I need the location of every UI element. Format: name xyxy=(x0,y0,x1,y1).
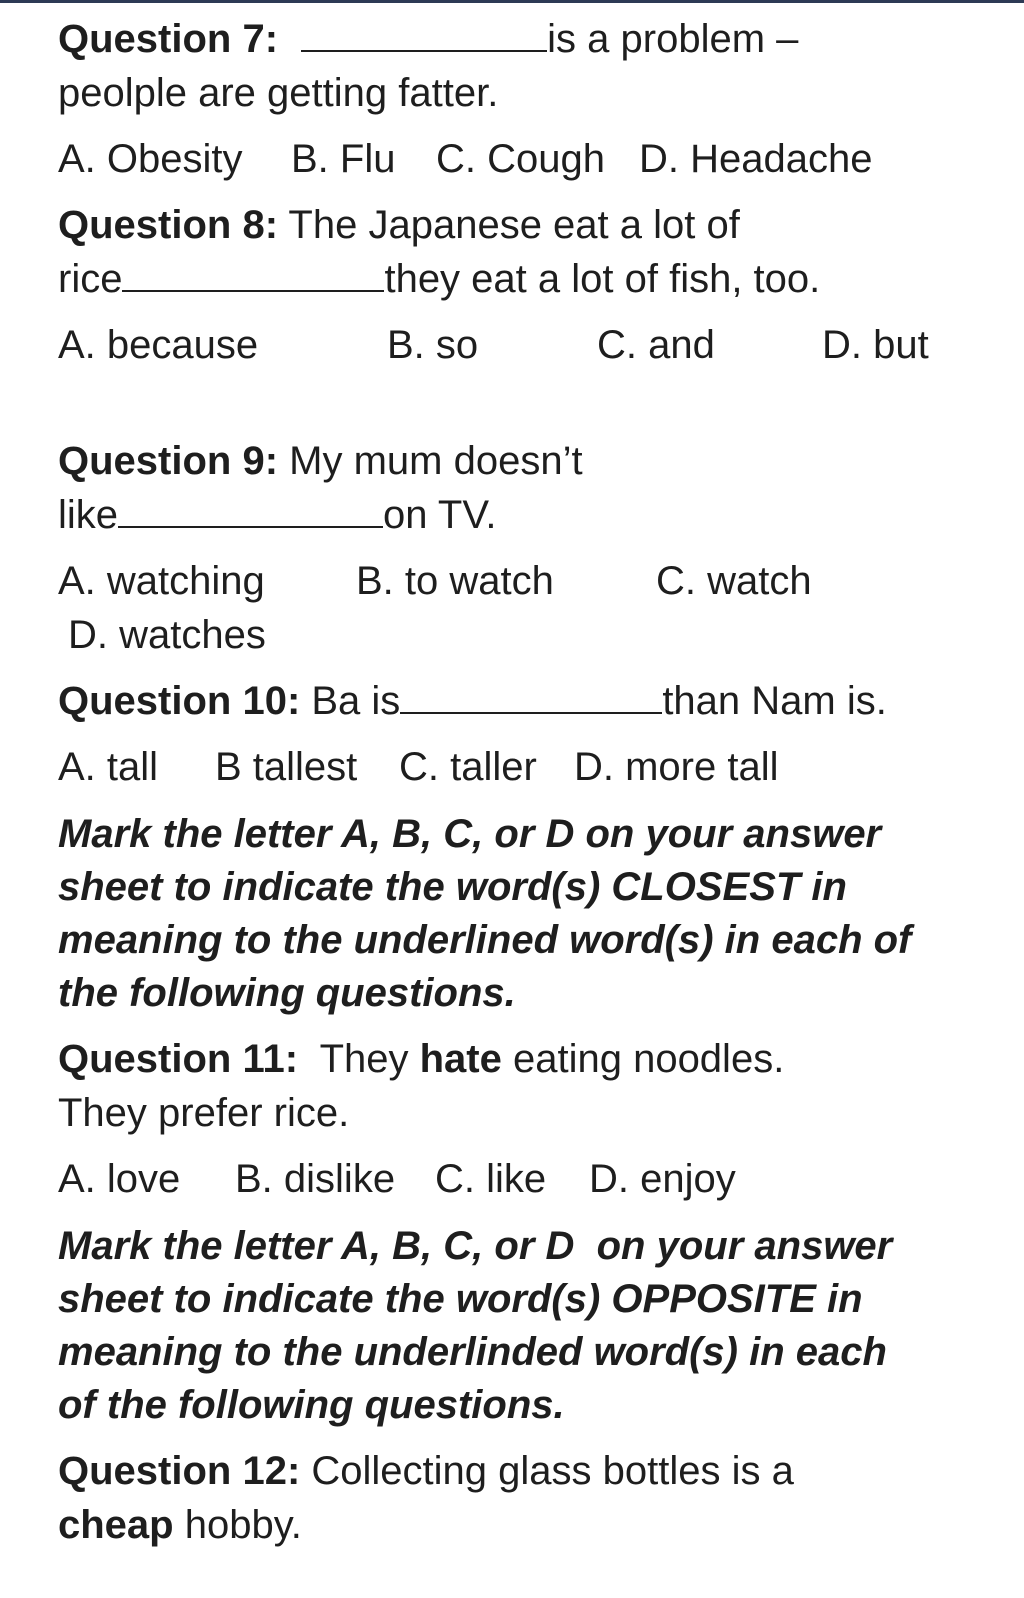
question-10-text-before-blank: Ba is xyxy=(300,679,401,723)
question-7-blank xyxy=(301,12,547,52)
question-8-text-after-blank: they eat a lot of fish, too. xyxy=(384,257,821,301)
instruction-closest-line-2: sheet to indicate the word(s) CLOSEST in xyxy=(58,865,847,909)
instruction-opposite-line-3: meaning to the underlinded word(s) in each xyxy=(58,1330,887,1374)
question-9-text-before-blank: like xyxy=(58,493,119,537)
question-10-blank xyxy=(400,674,662,714)
question-11-line-1 xyxy=(58,1032,988,1086)
question-10-label: Question 10: xyxy=(58,679,301,723)
option-a[interactable]: A. watching xyxy=(58,559,265,603)
top-border xyxy=(0,0,1024,3)
question-12-label: Question 12: xyxy=(58,1449,301,1493)
option-d[interactable]: D. enjoy xyxy=(589,1157,736,1201)
option-b[interactable]: B. so xyxy=(387,323,479,367)
question-12-line-1 xyxy=(58,1444,988,1498)
option-b[interactable]: B. dislike xyxy=(235,1157,396,1201)
question-12-keyword: cheap xyxy=(58,1503,174,1547)
option-b[interactable]: B. to watch xyxy=(356,559,554,603)
question-7-line-1 xyxy=(58,12,988,66)
instruction-opposite-line-2: sheet to indicate the word(s) OPPOSITE in xyxy=(58,1277,863,1321)
question-8-text-before-blank: rice xyxy=(58,257,123,301)
option-b[interactable]: B. Flu xyxy=(291,137,396,181)
instruction-opposite xyxy=(58,1220,988,1432)
question-8 xyxy=(58,198,988,372)
question-9-option-d-row xyxy=(58,608,988,662)
option-c[interactable]: C. like xyxy=(435,1157,547,1201)
question-8-options xyxy=(58,318,988,372)
question-12-text-after: hobby. xyxy=(173,1503,302,1547)
option-a[interactable]: A. because xyxy=(58,323,259,367)
question-9-line-2 xyxy=(58,488,988,542)
question-10-text-after-blank: than Nam is. xyxy=(662,679,887,723)
option-c[interactable]: C. and xyxy=(597,323,715,367)
question-11-text-before: They xyxy=(298,1037,420,1081)
option-d[interactable]: D. more tall xyxy=(574,745,779,789)
instruction-opposite-line-4: of the following questions. xyxy=(58,1383,565,1427)
question-7-options xyxy=(58,132,988,186)
question-12 xyxy=(58,1444,988,1552)
option-c[interactable]: C. Cough xyxy=(436,137,605,181)
question-10-line-1 xyxy=(58,674,988,728)
question-9-options xyxy=(58,554,988,608)
instruction-opposite-line-1: Mark the letter A, B, C, or D on your answer xyxy=(58,1224,893,1268)
question-8-text: The Japanese eat a lot of xyxy=(278,203,740,247)
question-11-line-2: They prefer rice. xyxy=(58,1091,350,1135)
question-8-line-2 xyxy=(58,252,988,306)
instruction-closest xyxy=(58,808,988,1020)
question-7-label: Question 7: xyxy=(58,17,279,61)
question-9-label: Question 9: xyxy=(58,439,279,483)
question-7-line-2: peolple are getting fatter. xyxy=(58,71,499,115)
question-8-label: Question 8: xyxy=(58,203,279,247)
question-9-line-1 xyxy=(58,434,988,488)
option-d[interactable]: D. watches xyxy=(68,613,266,657)
question-9-text-after-blank: on TV. xyxy=(383,493,497,537)
question-12-line-2 xyxy=(58,1498,988,1552)
instruction-closest-line-1: Mark the letter A, B, C, or D on your answer xyxy=(58,812,882,856)
question-11-label: Question 11: xyxy=(58,1037,299,1081)
option-a[interactable]: A. tall xyxy=(58,745,159,789)
instruction-closest-line-4: the following questions. xyxy=(58,971,516,1015)
question-12-text: Collecting glass bottles is a xyxy=(300,1449,794,1493)
question-11-options xyxy=(58,1152,988,1206)
question-11 xyxy=(58,1032,988,1206)
option-a[interactable]: A. love xyxy=(58,1157,181,1201)
option-c[interactable]: C. watch xyxy=(656,559,812,603)
option-c[interactable]: C. taller xyxy=(399,745,537,789)
question-8-line-1 xyxy=(58,198,988,252)
worksheet xyxy=(58,12,988,1552)
option-b[interactable]: B tallest xyxy=(215,745,358,789)
question-9-blank xyxy=(118,488,383,528)
question-7-text: is a problem – xyxy=(547,17,799,61)
question-11-text-after: eating noodles. xyxy=(501,1037,785,1081)
question-8-blank xyxy=(122,252,384,292)
option-a[interactable]: A. Obesity xyxy=(58,137,243,181)
question-9-text: My mum doesn’t xyxy=(278,439,583,483)
option-d[interactable]: D. Headache xyxy=(639,137,873,181)
question-10-options xyxy=(58,740,988,794)
question-11-keyword: hate xyxy=(419,1037,502,1081)
question-10 xyxy=(58,674,988,794)
question-9 xyxy=(58,434,988,662)
instruction-closest-line-3: meaning to the underlined word(s) in each of xyxy=(58,918,912,962)
question-7 xyxy=(58,12,988,186)
option-d[interactable]: D. but xyxy=(822,323,929,367)
